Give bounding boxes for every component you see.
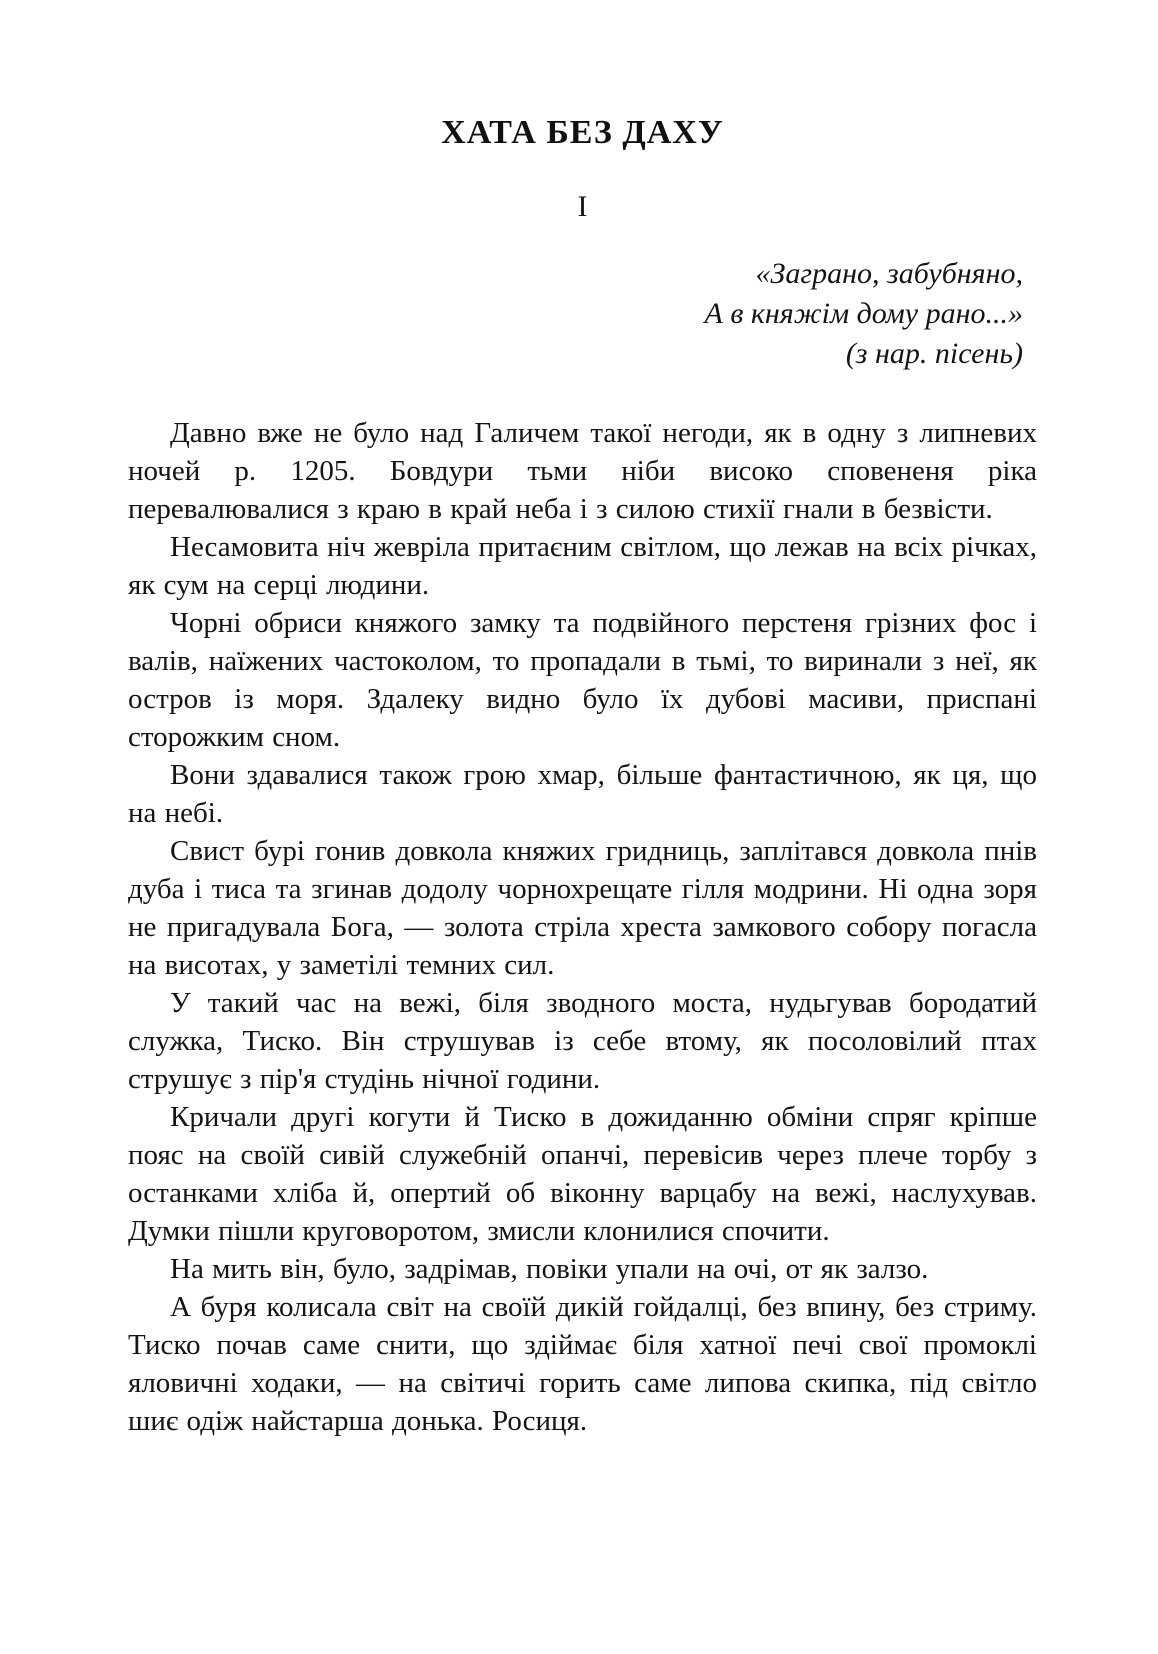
body-paragraph: Свист бурі гонив довкола княжих гридниць, заплітався довкола пнів дуба і тиса та згинав додолу чорнохрещате гілля модрини. Ні одна зоря не пригадувала Бога, — золота стріла хреста замкового собору погасла на висотах, у заметілі темних сил. [128, 835, 1037, 981]
body-paragraph: Кричали другі когути й Тиско в дожиданню обміни спряг кріпше пояс на своїй сивій служебній опанчі, перевісив через плече торбу з останками хліба й, опертий об віконну варцабу на вежі, наслухував. Думки пішли круговоротом, змисли клонилися спочити. [128, 1101, 1037, 1247]
body-text [128, 414, 1037, 1440]
body-paragraph: Вони здавалися також грою хмар, більше фантастичною, як ця, що на небі. [128, 759, 1037, 829]
body-paragraph: Несамовита ніч жевріла притаєним світлом, що лежав на всіх річках, як сум на серці людини. [128, 531, 1037, 601]
epigraph-line: «Заграно, забубняно, [755, 257, 1023, 290]
epigraph-line: А в княжім дому рано...» [704, 297, 1023, 330]
body-paragraph: А буря колисала світ на своїй дикій гойдалці, без впину, без стриму. Тиско почав саме снити, що здіймає біля хатної печі свої промоклі яловичні ходаки, — на світичі горить саме липова скипка, під світло шиє одіж найстарша донька. Росиця. [128, 1291, 1037, 1437]
epigraph [128, 254, 1037, 374]
body-paragraph: Чорні обриси княжого замку та подвійного перстеня грізних фос і валів, наїжених частоколом, то пропадали в тьмі, то виринали з неї, як остров із моря. Здалеку видно було їх дубові масиви, приспані сторожким сном. [128, 607, 1037, 753]
body-paragraph: Давно вже не було над Галичем такої негоди, як в одну з липневих ночей р. 1205. Бовдури тьми ніби високо сповененя ріка перевалювалися з краю в край неба і з силою стихії гнали в безвісти. [128, 417, 1037, 525]
chapter-number: I [577, 190, 588, 223]
page-title: ХАТА БЕЗ ДАХУ [441, 114, 724, 151]
body-paragraph: На мить він, було, задрімав, повіки упали на очі, от як залзо. [170, 1253, 929, 1285]
body-paragraph: У такий час на вежі, біля зводного моста, нудьгував бородатий служка, Тиско. Він струшував із себе втому, як посоловілий птах струшує з пір'я студінь нічної години. [128, 987, 1037, 1095]
epigraph-attribution: (з нар. пісень) [845, 337, 1023, 370]
